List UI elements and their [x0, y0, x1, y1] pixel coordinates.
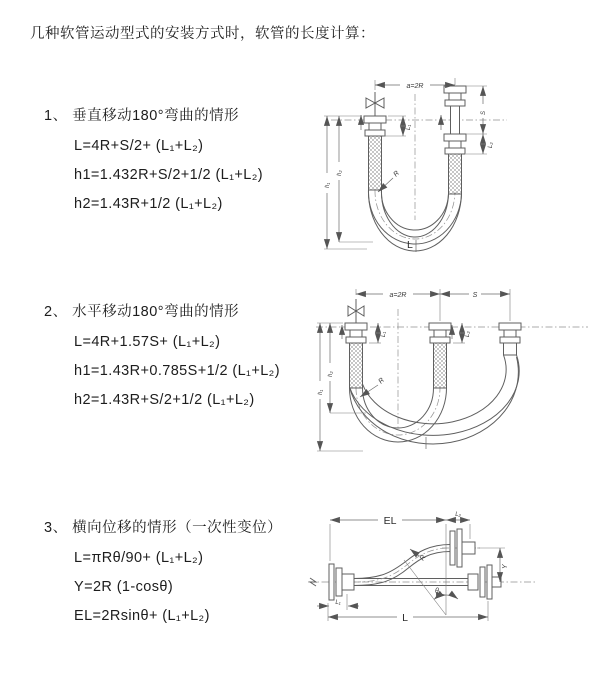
section-2-formula-h2: h2=1.43R+S/2+1/2 (L₁+L₂): [74, 392, 255, 408]
page-title: 几种软管运动型式的安装方式时，软管的长度计算：: [30, 26, 375, 42]
d2-label-h1: h₁: [318, 389, 324, 395]
section-3-formula-EL: EL=2Rsinθ+ (L₁+L₂): [74, 608, 210, 624]
d1-label-h1: h₁: [325, 182, 331, 188]
d1-label-l1: L₁: [406, 124, 412, 130]
diagram-vertical-180-bend: [315, 70, 590, 265]
d3-label-theta: θ: [435, 588, 439, 595]
d3-label-el: EL: [383, 515, 397, 527]
d1-label-h2: h₂: [337, 170, 343, 176]
section-2-formula-L: L=4R+1.57S+ (L₁+L₂): [74, 334, 221, 350]
upper-flange: [450, 529, 475, 567]
left-pipe-fitting: [345, 323, 367, 388]
section-3: [44, 516, 282, 624]
dim-h1: [322, 116, 367, 249]
d2-label-l2: L₂: [465, 331, 471, 337]
section-2-formula-h1: h1=1.43R+0.785S+1/2 (L₁+L₂): [74, 363, 280, 379]
dim-l2: [466, 134, 494, 154]
section-1-formula-h1: h1=1.432R+S/2+1/2 (L₁+L₂): [74, 167, 264, 183]
left-pipe-fitting: [364, 116, 386, 190]
section-2: [44, 300, 280, 408]
section-3-formula-Y: Y=2R (1-cosθ): [74, 579, 174, 595]
d2-label-s: S: [472, 292, 478, 299]
dim-el: [330, 514, 446, 561]
middle-pipe-fitting: [429, 323, 451, 388]
section-1-formula-L: L=4R+S/2+ (L₁+L₂): [74, 138, 204, 154]
d2-label-a2r: a=2R: [389, 292, 407, 299]
section-1-formula-h2: h2=1.43R+1/2 (L₁+L₂): [74, 196, 223, 212]
valve-icon: [366, 92, 384, 116]
d2-label-l1: L₁: [381, 331, 387, 337]
left-flange: [329, 564, 354, 600]
dim-l1: [383, 116, 412, 136]
section-3-heading: 3、 横向位移的情形（一次性变位）: [44, 520, 283, 536]
d1-label-l2: L₂: [488, 142, 494, 148]
dim-l: [328, 601, 488, 624]
centerline-break-mark: [310, 578, 316, 586]
d3-label-l2: L₂: [455, 512, 461, 518]
dim-a2r: [375, 78, 455, 90]
s-curve-hose: [354, 545, 450, 586]
right-pipe-fitting: [444, 86, 466, 194]
d2-label-r: R: [377, 376, 386, 386]
d2-label-h2: h₂: [328, 371, 334, 377]
d3-label-l: L: [402, 612, 408, 624]
diagram-horizontal-180-bend: [308, 283, 595, 468]
valve-icon: [348, 299, 364, 323]
section-2-heading: 2、 水平移动180°弯曲的情形: [44, 304, 240, 320]
dim-s: [466, 86, 488, 134]
diagram-lateral-displacement: [300, 503, 595, 658]
dim-s: [440, 289, 510, 299]
section-3-formula-L: L=πRθ/90+ (L₁+L₂): [74, 550, 204, 566]
diagram-2-svg: [308, 283, 595, 468]
section-1: [44, 104, 263, 212]
diagram-1-svg: [315, 70, 590, 265]
section-1-heading: 1、 垂直移动180°弯曲的情形: [44, 108, 240, 124]
d1-label-r: R: [392, 169, 401, 179]
diagram-3-svg: [300, 503, 595, 658]
d3-label-l1: L₁: [335, 600, 341, 606]
d3-label-y: Y: [502, 564, 509, 569]
d1-label-l: L: [407, 239, 413, 251]
d1-label-a2r: a=2R: [406, 83, 424, 90]
d3-label-r: R: [418, 553, 428, 563]
dim-l1: [369, 323, 387, 343]
d1-label-s: S: [481, 110, 487, 115]
dim-l2: [453, 323, 471, 343]
right-pipe-fitting: [499, 323, 521, 355]
